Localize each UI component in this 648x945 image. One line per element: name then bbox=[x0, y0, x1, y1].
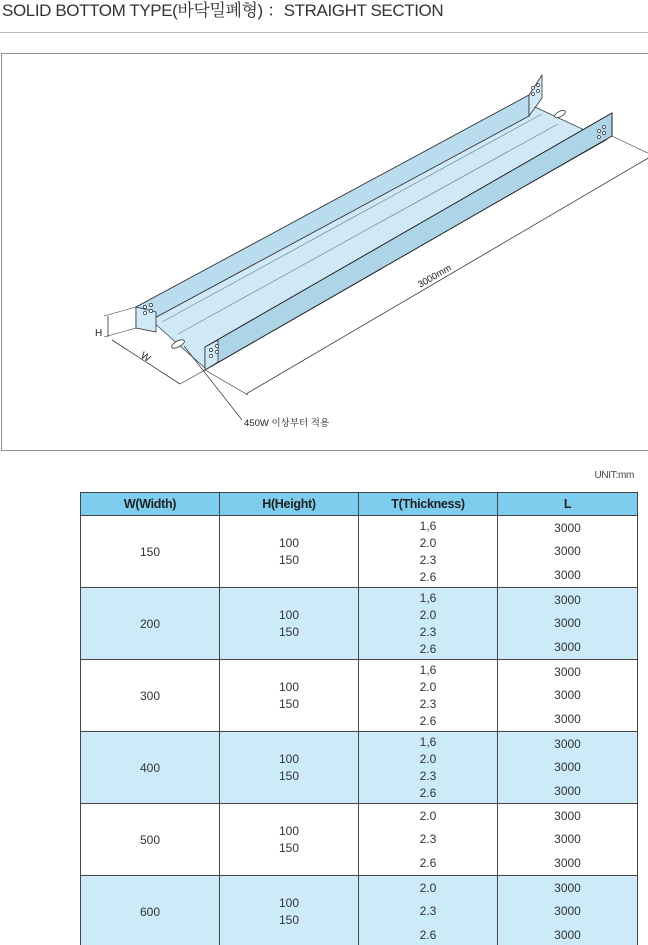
height-cell bbox=[220, 588, 359, 660]
thickness-cell bbox=[359, 660, 498, 732]
tray-groove-line bbox=[178, 124, 558, 334]
thickness-cell bbox=[359, 732, 498, 804]
width-cell: 150 bbox=[81, 516, 220, 588]
height-value: 150 bbox=[278, 912, 300, 927]
thickness-value: 2.0 bbox=[419, 535, 437, 550]
thickness-value: 2.6 bbox=[419, 856, 437, 871]
width-cell: 200 bbox=[81, 588, 220, 660]
table-row bbox=[81, 732, 638, 804]
height-cell bbox=[220, 660, 359, 732]
cable-tray-illustration bbox=[2, 54, 648, 451]
height-value: 100 bbox=[278, 679, 300, 694]
length-value: 3000 bbox=[554, 880, 581, 895]
column-header-thickness: T(Thickness) bbox=[359, 493, 498, 516]
length-value: 3000 bbox=[554, 616, 581, 631]
note-label: 450W 이상부터 적용 bbox=[244, 418, 330, 429]
thickness-value: 2.6 bbox=[419, 569, 437, 584]
tray-groove-line bbox=[162, 114, 542, 322]
thickness-value: 2.0 bbox=[419, 808, 437, 823]
width-label: W bbox=[138, 350, 153, 365]
thickness-value: 2.0 bbox=[419, 880, 437, 895]
height-value: 150 bbox=[278, 552, 300, 567]
length-value: 3000 bbox=[554, 928, 581, 943]
length-value: 3000 bbox=[554, 688, 581, 703]
tray-slot bbox=[553, 109, 566, 119]
thickness-cell bbox=[359, 588, 498, 660]
cable-tray-drawing bbox=[1, 53, 648, 451]
table-row bbox=[81, 588, 638, 660]
thickness-value: 2.0 bbox=[419, 607, 437, 622]
width-cell: 300 bbox=[81, 660, 220, 732]
table-row bbox=[81, 660, 638, 732]
table-row bbox=[81, 876, 638, 945]
thickness-value: 2.0 bbox=[419, 751, 437, 766]
height-value: 150 bbox=[278, 768, 300, 783]
length-extension-line bbox=[612, 136, 648, 156]
thickness-value: 2.6 bbox=[419, 785, 437, 800]
height-value: 100 bbox=[278, 895, 300, 910]
length-value: 3000 bbox=[554, 760, 581, 775]
unit-label: UNIT:mm bbox=[594, 470, 634, 481]
tray-bottom-plate bbox=[136, 101, 606, 368]
thickness-value: 1,6 bbox=[419, 518, 437, 533]
width-extension-line bbox=[180, 370, 205, 384]
width-cell: 500 bbox=[81, 804, 220, 876]
length-cell bbox=[498, 732, 638, 804]
table-row bbox=[81, 804, 638, 876]
height-cell bbox=[220, 876, 359, 945]
thickness-cell bbox=[359, 804, 498, 876]
height-cell bbox=[220, 516, 359, 588]
spec-table bbox=[80, 492, 638, 945]
thickness-value: 2.3 bbox=[419, 552, 437, 567]
thickness-value: 2.6 bbox=[419, 641, 437, 656]
thickness-value: 2.3 bbox=[419, 624, 437, 639]
length-label: 3000mm bbox=[416, 262, 454, 291]
thickness-value: 1,6 bbox=[419, 734, 437, 749]
width-cell: 600 bbox=[81, 876, 220, 945]
thickness-cell bbox=[359, 876, 498, 945]
length-cell bbox=[498, 588, 638, 660]
length-value: 3000 bbox=[554, 712, 581, 727]
thickness-value: 2.0 bbox=[419, 679, 437, 694]
length-value: 3000 bbox=[554, 664, 581, 679]
height-value: 150 bbox=[278, 840, 300, 855]
thickness-value: 1,6 bbox=[419, 662, 437, 677]
column-header-length: L bbox=[498, 493, 638, 516]
length-value: 3000 bbox=[554, 544, 581, 559]
spec-table-header-row bbox=[81, 493, 638, 516]
length-value: 3000 bbox=[554, 592, 581, 607]
height-value: 100 bbox=[278, 751, 300, 766]
height-extension-line bbox=[104, 328, 136, 337]
thickness-cell bbox=[359, 516, 498, 588]
height-value: 100 bbox=[278, 823, 300, 838]
page-title: SOLID BOTTOM TYPE(바닥밀폐형) ：STRAIGHT SECTION bbox=[2, 1, 444, 20]
height-label: H bbox=[95, 328, 103, 339]
thickness-value: 1,6 bbox=[419, 590, 437, 605]
length-cell bbox=[498, 876, 638, 945]
length-value: 3000 bbox=[554, 640, 581, 655]
height-value: 150 bbox=[278, 624, 300, 639]
length-value: 3000 bbox=[554, 832, 581, 847]
length-value: 3000 bbox=[554, 904, 581, 919]
length-extension-line bbox=[205, 370, 248, 395]
height-cell bbox=[220, 804, 359, 876]
column-header-width: W(Width) bbox=[81, 493, 220, 516]
thickness-value: 2.3 bbox=[419, 832, 437, 847]
table-row bbox=[81, 516, 638, 588]
length-cell bbox=[498, 804, 638, 876]
width-cell: 400 bbox=[81, 732, 220, 804]
thickness-value: 2.6 bbox=[419, 713, 437, 728]
length-value: 3000 bbox=[554, 568, 581, 583]
height-cell bbox=[220, 732, 359, 804]
height-value: 150 bbox=[278, 696, 300, 711]
length-value: 3000 bbox=[554, 784, 581, 799]
column-header-height: H(Height) bbox=[220, 493, 359, 516]
thickness-value: 2.3 bbox=[419, 768, 437, 783]
length-value: 3000 bbox=[554, 856, 581, 871]
height-extension-line bbox=[104, 307, 136, 316]
length-cell bbox=[498, 516, 638, 588]
thickness-value: 2.3 bbox=[419, 904, 437, 919]
length-value: 3000 bbox=[554, 808, 581, 823]
height-value: 100 bbox=[278, 607, 300, 622]
length-cell bbox=[498, 660, 638, 732]
height-value: 100 bbox=[278, 535, 300, 550]
thickness-value: 2.3 bbox=[419, 696, 437, 711]
length-value: 3000 bbox=[554, 736, 581, 751]
title-divider bbox=[0, 32, 648, 33]
thickness-value: 2.6 bbox=[419, 928, 437, 943]
length-value: 3000 bbox=[554, 520, 581, 535]
